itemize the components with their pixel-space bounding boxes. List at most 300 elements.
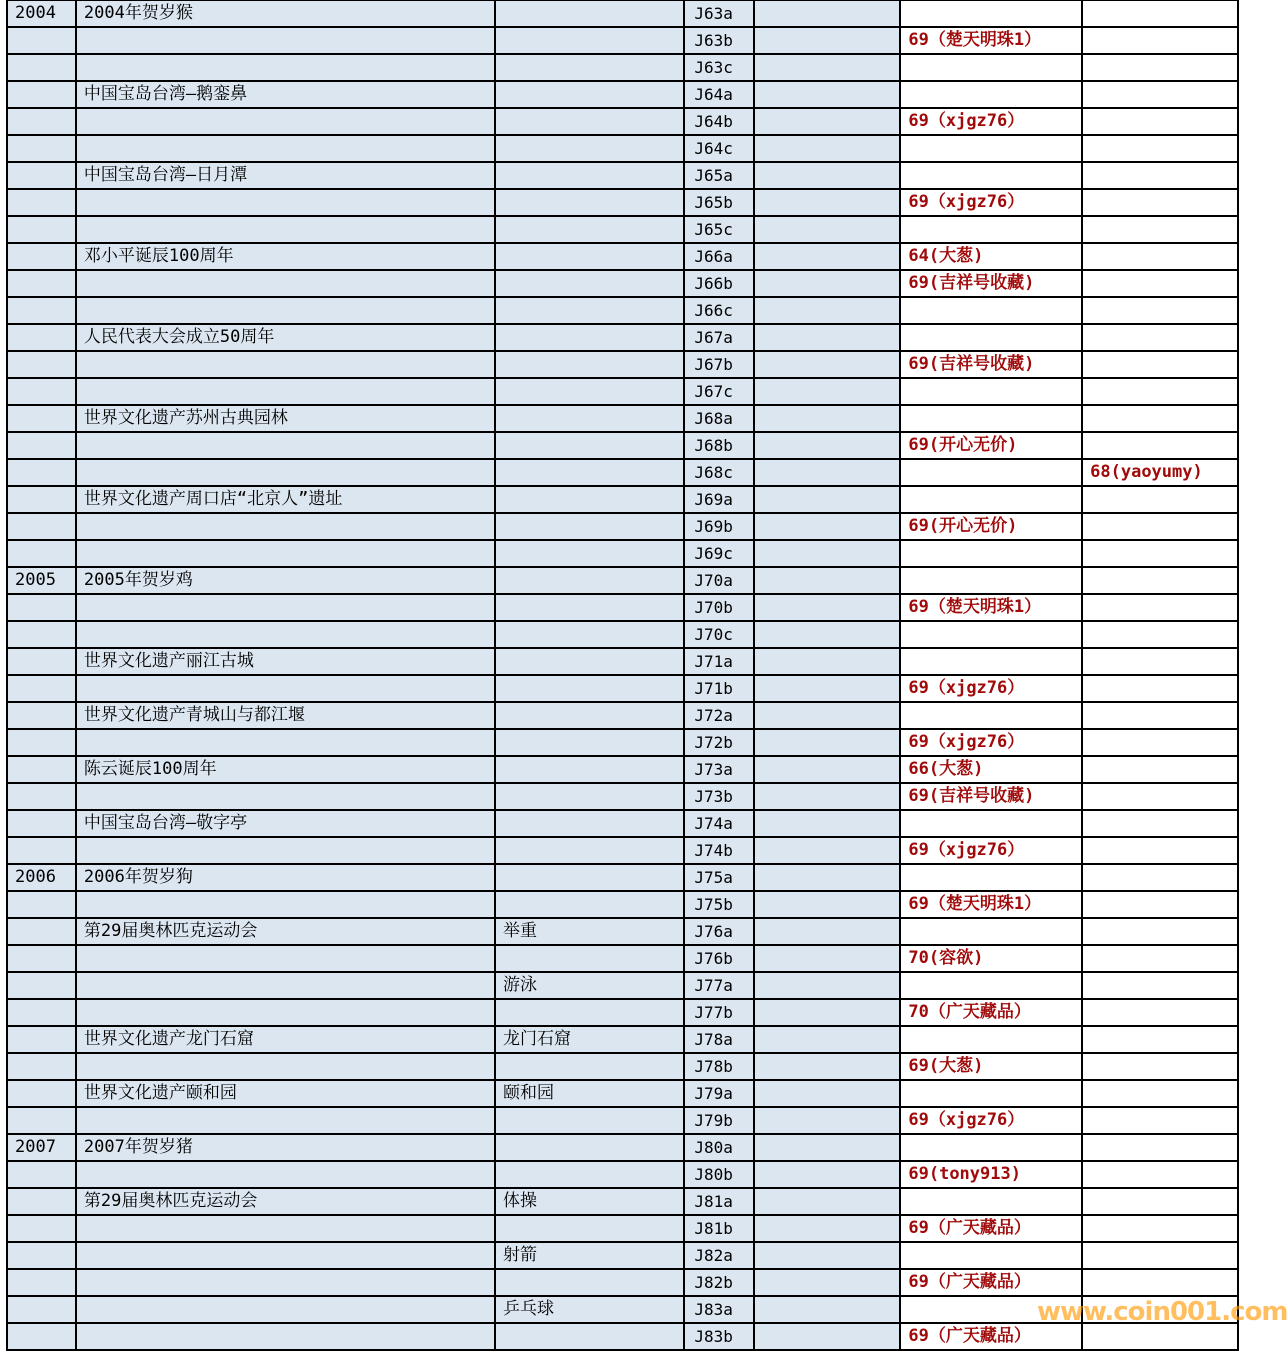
code-cell: J75b <box>684 891 754 918</box>
code-cell: J70b <box>684 594 754 621</box>
blank-cell <box>754 324 900 351</box>
grade-alt-cell <box>1082 0 1238 27</box>
grade-cell: 69（xjgz76） <box>900 189 1082 216</box>
code-cell: J73a <box>684 756 754 783</box>
description-cell: 邓小平诞辰100周年 <box>76 243 495 270</box>
subject-cell <box>495 108 684 135</box>
description-cell: 陈云诞辰100周年 <box>76 756 495 783</box>
subject-cell <box>495 432 684 459</box>
blank-cell <box>754 162 900 189</box>
price-table-sheet <box>6 0 1287 1351</box>
year-cell <box>7 378 76 405</box>
description-cell <box>76 675 495 702</box>
blank-cell <box>754 243 900 270</box>
description-cell <box>76 837 495 864</box>
description-cell <box>76 945 495 972</box>
grade-alt-cell <box>1082 891 1238 918</box>
code-cell: J79a <box>684 1080 754 1107</box>
subject-cell: 游泳 <box>495 972 684 999</box>
subject-cell <box>495 756 684 783</box>
grade-alt-cell <box>1082 702 1238 729</box>
subject-cell <box>495 864 684 891</box>
table-row <box>7 1134 1238 1161</box>
grade-cell <box>900 540 1082 567</box>
grade-cell <box>900 135 1082 162</box>
description-cell <box>76 1161 495 1188</box>
grade-cell <box>900 486 1082 513</box>
table-row <box>7 648 1238 675</box>
year-cell <box>7 1242 76 1269</box>
grade-alt-cell <box>1082 621 1238 648</box>
blank-cell <box>754 1080 900 1107</box>
year-cell <box>7 1296 76 1323</box>
blank-cell <box>754 216 900 243</box>
subject-cell: 龙门石窟 <box>495 1026 684 1053</box>
year-cell <box>7 756 76 783</box>
grade-cell: 69(吉祥号收藏) <box>900 351 1082 378</box>
grade-cell <box>900 567 1082 594</box>
blank-cell <box>754 702 900 729</box>
year-cell: 2005 <box>7 567 76 594</box>
description-cell <box>76 891 495 918</box>
description-cell <box>76 972 495 999</box>
subject-cell <box>495 1323 684 1350</box>
subject-cell <box>495 1053 684 1080</box>
description-cell <box>76 189 495 216</box>
grade-cell: 70（广天藏品） <box>900 999 1082 1026</box>
table-row <box>7 513 1238 540</box>
table-row <box>7 1323 1238 1350</box>
year-cell <box>7 189 76 216</box>
subject-cell: 举重 <box>495 918 684 945</box>
table-row <box>7 1188 1238 1215</box>
table-row <box>7 594 1238 621</box>
grade-alt-cell <box>1082 216 1238 243</box>
year-cell <box>7 1080 76 1107</box>
blank-cell <box>754 0 900 27</box>
code-cell: J63b <box>684 27 754 54</box>
grade-cell: 69（xjgz76） <box>900 837 1082 864</box>
grade-cell <box>900 972 1082 999</box>
description-cell: 2007年贺岁猪 <box>76 1134 495 1161</box>
description-cell <box>76 1215 495 1242</box>
subject-cell <box>495 1107 684 1134</box>
grade-cell: 69（楚天明珠1） <box>900 594 1082 621</box>
code-cell: J71b <box>684 675 754 702</box>
code-cell: J77b <box>684 999 754 1026</box>
blank-cell <box>754 1296 900 1323</box>
subject-cell <box>495 1215 684 1242</box>
table-row <box>7 486 1238 513</box>
grade-alt-cell <box>1082 513 1238 540</box>
table-row <box>7 891 1238 918</box>
subject-cell <box>495 324 684 351</box>
table-row <box>7 999 1238 1026</box>
description-cell: 第29届奥林匹克运动会 <box>76 918 495 945</box>
grade-alt-cell <box>1082 81 1238 108</box>
table-row <box>7 1026 1238 1053</box>
description-cell <box>76 1053 495 1080</box>
grade-cell: 69（广天藏品） <box>900 1323 1082 1350</box>
year-cell <box>7 459 76 486</box>
grade-cell <box>900 1080 1082 1107</box>
blank-cell <box>754 972 900 999</box>
grade-cell <box>900 324 1082 351</box>
grade-alt-cell <box>1082 594 1238 621</box>
subject-cell <box>495 648 684 675</box>
subject-cell <box>495 783 684 810</box>
table-row <box>7 945 1238 972</box>
grade-alt-cell <box>1082 432 1238 459</box>
grade-alt-cell <box>1082 1080 1238 1107</box>
year-cell <box>7 729 76 756</box>
year-cell: 2007 <box>7 1134 76 1161</box>
year-cell <box>7 405 76 432</box>
subject-cell <box>495 54 684 81</box>
grade-alt-cell <box>1082 810 1238 837</box>
subject-cell <box>495 216 684 243</box>
grade-alt-cell <box>1082 945 1238 972</box>
code-cell: J63c <box>684 54 754 81</box>
table-row <box>7 729 1238 756</box>
grade-cell: 69(开心无价) <box>900 432 1082 459</box>
year-cell <box>7 702 76 729</box>
code-cell: J74b <box>684 837 754 864</box>
blank-cell <box>754 837 900 864</box>
blank-cell <box>754 621 900 648</box>
code-cell: J66b <box>684 270 754 297</box>
table-row <box>7 1296 1238 1323</box>
grade-alt-cell <box>1082 675 1238 702</box>
grade-alt-cell <box>1082 1269 1238 1296</box>
grade-alt-cell <box>1082 783 1238 810</box>
description-cell: 2005年贺岁鸡 <box>76 567 495 594</box>
year-cell <box>7 486 76 513</box>
code-cell: J83a <box>684 1296 754 1323</box>
grade-alt-cell <box>1082 378 1238 405</box>
subject-cell <box>495 594 684 621</box>
grade-cell <box>900 459 1082 486</box>
grade-alt-cell <box>1082 27 1238 54</box>
year-cell <box>7 1161 76 1188</box>
blank-cell <box>754 1026 900 1053</box>
subject-cell <box>495 891 684 918</box>
code-cell: J72a <box>684 702 754 729</box>
table-row <box>7 405 1238 432</box>
table-row <box>7 243 1238 270</box>
code-cell: J64a <box>684 81 754 108</box>
description-cell <box>76 459 495 486</box>
code-cell: J64c <box>684 135 754 162</box>
year-cell: 2006 <box>7 864 76 891</box>
grade-alt-cell <box>1082 351 1238 378</box>
grade-cell <box>900 1188 1082 1215</box>
year-cell <box>7 351 76 378</box>
description-cell: 中国宝岛台湾—敬字亭 <box>76 810 495 837</box>
subject-cell <box>495 837 684 864</box>
code-cell: J71a <box>684 648 754 675</box>
subject-cell <box>495 189 684 216</box>
blank-cell <box>754 108 900 135</box>
table-row <box>7 378 1238 405</box>
code-cell: J75a <box>684 864 754 891</box>
table-row <box>7 621 1238 648</box>
description-cell <box>76 1296 495 1323</box>
code-cell: J80b <box>684 1161 754 1188</box>
table-row <box>7 1053 1238 1080</box>
year-cell <box>7 945 76 972</box>
year-cell <box>7 1188 76 1215</box>
table-row <box>7 432 1238 459</box>
subject-cell <box>495 0 684 27</box>
table-row <box>7 216 1238 243</box>
grade-alt-cell <box>1082 918 1238 945</box>
code-cell: J65b <box>684 189 754 216</box>
grade-cell: 69（xjgz76） <box>900 1107 1082 1134</box>
grade-alt-cell <box>1082 540 1238 567</box>
table-row <box>7 27 1238 54</box>
subject-cell <box>495 162 684 189</box>
grade-alt-cell <box>1082 189 1238 216</box>
grade-cell <box>900 864 1082 891</box>
blank-cell <box>754 270 900 297</box>
grade-cell <box>900 1242 1082 1269</box>
code-cell: J70a <box>684 567 754 594</box>
code-cell: J82a <box>684 1242 754 1269</box>
description-cell <box>76 270 495 297</box>
blank-cell <box>754 1188 900 1215</box>
blank-cell <box>754 1161 900 1188</box>
subject-cell: 体操 <box>495 1188 684 1215</box>
grade-cell <box>900 1296 1082 1323</box>
grade-alt-cell: 68(yaoyumy) <box>1082 459 1238 486</box>
blank-cell <box>754 486 900 513</box>
year-cell: 2004 <box>7 0 76 27</box>
grade-alt-cell <box>1082 1323 1238 1350</box>
grade-cell: 69（楚天明珠1） <box>900 27 1082 54</box>
code-cell: J65a <box>684 162 754 189</box>
grade-alt-cell <box>1082 1026 1238 1053</box>
grade-cell <box>900 918 1082 945</box>
blank-cell <box>754 1269 900 1296</box>
code-cell: J69a <box>684 486 754 513</box>
grade-alt-cell <box>1082 486 1238 513</box>
blank-cell <box>754 756 900 783</box>
code-cell: J73b <box>684 783 754 810</box>
table-row <box>7 675 1238 702</box>
code-cell: J70c <box>684 621 754 648</box>
grade-cell <box>900 216 1082 243</box>
blank-cell <box>754 1134 900 1161</box>
blank-cell <box>754 864 900 891</box>
subject-cell <box>495 27 684 54</box>
year-cell <box>7 243 76 270</box>
subject-cell <box>495 81 684 108</box>
year-cell <box>7 1107 76 1134</box>
blank-cell <box>754 27 900 54</box>
year-cell <box>7 594 76 621</box>
description-cell <box>76 729 495 756</box>
table-row <box>7 702 1238 729</box>
blank-cell <box>754 1053 900 1080</box>
price-table-body <box>7 0 1287 1350</box>
year-cell <box>7 675 76 702</box>
subject-cell <box>495 729 684 756</box>
year-cell <box>7 432 76 459</box>
description-cell <box>76 513 495 540</box>
year-cell <box>7 1053 76 1080</box>
grade-cell <box>900 297 1082 324</box>
table-row <box>7 864 1238 891</box>
code-cell: J66c <box>684 297 754 324</box>
code-cell: J72b <box>684 729 754 756</box>
code-cell: J83b <box>684 1323 754 1350</box>
stamp-price-table <box>6 0 1287 1351</box>
year-cell <box>7 1323 76 1350</box>
description-cell <box>76 297 495 324</box>
table-row <box>7 783 1238 810</box>
year-cell <box>7 1026 76 1053</box>
table-row <box>7 162 1238 189</box>
description-cell: 世界文化遗产龙门石窟 <box>76 1026 495 1053</box>
subject-cell <box>495 351 684 378</box>
code-cell: J81b <box>684 1215 754 1242</box>
grade-cell: 69（xjgz76） <box>900 675 1082 702</box>
grade-alt-cell <box>1082 1134 1238 1161</box>
description-cell <box>76 378 495 405</box>
year-cell <box>7 810 76 837</box>
year-cell <box>7 216 76 243</box>
table-row <box>7 189 1238 216</box>
blank-cell <box>754 918 900 945</box>
description-cell <box>76 108 495 135</box>
grade-cell <box>900 1026 1082 1053</box>
description-cell: 世界文化遗产丽江古城 <box>76 648 495 675</box>
year-cell <box>7 270 76 297</box>
grade-cell <box>900 702 1082 729</box>
subject-cell <box>495 810 684 837</box>
year-cell <box>7 27 76 54</box>
subject-cell <box>495 135 684 162</box>
code-cell: J67b <box>684 351 754 378</box>
table-row <box>7 81 1238 108</box>
year-cell <box>7 108 76 135</box>
grade-alt-cell <box>1082 54 1238 81</box>
table-row <box>7 324 1238 351</box>
table-row <box>7 1107 1238 1134</box>
grade-cell <box>900 1134 1082 1161</box>
description-cell: 中国宝岛台湾—鹅銮鼻 <box>76 81 495 108</box>
subject-cell <box>495 1134 684 1161</box>
code-cell: J68c <box>684 459 754 486</box>
table-row <box>7 1161 1238 1188</box>
blank-cell <box>754 459 900 486</box>
description-cell <box>76 351 495 378</box>
blank-cell <box>754 405 900 432</box>
blank-cell <box>754 432 900 459</box>
description-cell: 中国宝岛台湾—日月潭 <box>76 162 495 189</box>
grade-alt-cell <box>1082 270 1238 297</box>
description-cell: 世界文化遗产苏州古典园林 <box>76 405 495 432</box>
table-row <box>7 810 1238 837</box>
year-cell <box>7 135 76 162</box>
grade-cell: 69（xjgz76） <box>900 729 1082 756</box>
grade-alt-cell <box>1082 1188 1238 1215</box>
grade-alt-cell <box>1082 108 1238 135</box>
code-cell: J68b <box>684 432 754 459</box>
code-cell: J79b <box>684 1107 754 1134</box>
subject-cell <box>495 1269 684 1296</box>
grade-cell: 69(大葱) <box>900 1053 1082 1080</box>
subject-cell <box>495 270 684 297</box>
subject-cell: 射箭 <box>495 1242 684 1269</box>
description-cell <box>76 621 495 648</box>
blank-cell <box>754 54 900 81</box>
table-row <box>7 837 1238 864</box>
year-cell <box>7 891 76 918</box>
blank-cell <box>754 1242 900 1269</box>
blank-cell <box>754 594 900 621</box>
code-cell: J80a <box>684 1134 754 1161</box>
table-row <box>7 459 1238 486</box>
subject-cell <box>495 297 684 324</box>
grade-cell <box>900 0 1082 27</box>
description-cell: 2004年贺岁猴 <box>76 0 495 27</box>
grade-alt-cell <box>1082 999 1238 1026</box>
subject-cell <box>495 702 684 729</box>
grade-cell <box>900 378 1082 405</box>
table-row <box>7 756 1238 783</box>
grade-alt-cell <box>1082 1242 1238 1269</box>
year-cell <box>7 918 76 945</box>
grade-cell <box>900 54 1082 81</box>
table-row <box>7 1080 1238 1107</box>
description-cell <box>76 216 495 243</box>
blank-cell <box>754 513 900 540</box>
grade-alt-cell <box>1082 243 1238 270</box>
code-cell: J78a <box>684 1026 754 1053</box>
code-cell: J74a <box>684 810 754 837</box>
table-row <box>7 270 1238 297</box>
description-cell: 人民代表大会成立50周年 <box>76 324 495 351</box>
year-cell <box>7 1215 76 1242</box>
description-cell <box>76 135 495 162</box>
grade-alt-cell <box>1082 567 1238 594</box>
year-cell <box>7 1269 76 1296</box>
code-cell: J63a <box>684 0 754 27</box>
year-cell <box>7 621 76 648</box>
grade-cell: 64(大葱) <box>900 243 1082 270</box>
year-cell <box>7 81 76 108</box>
subject-cell <box>495 999 684 1026</box>
code-cell: J69c <box>684 540 754 567</box>
table-row <box>7 540 1238 567</box>
subject-cell <box>495 945 684 972</box>
code-cell: J66a <box>684 243 754 270</box>
subject-cell <box>495 567 684 594</box>
year-cell <box>7 783 76 810</box>
grade-alt-cell <box>1082 756 1238 783</box>
grade-alt-cell <box>1082 648 1238 675</box>
blank-cell <box>754 135 900 162</box>
grade-alt-cell <box>1082 1053 1238 1080</box>
subject-cell <box>495 486 684 513</box>
grade-alt-cell <box>1082 297 1238 324</box>
table-row <box>7 108 1238 135</box>
table-row <box>7 1242 1238 1269</box>
blank-cell <box>754 189 900 216</box>
blank-cell <box>754 648 900 675</box>
